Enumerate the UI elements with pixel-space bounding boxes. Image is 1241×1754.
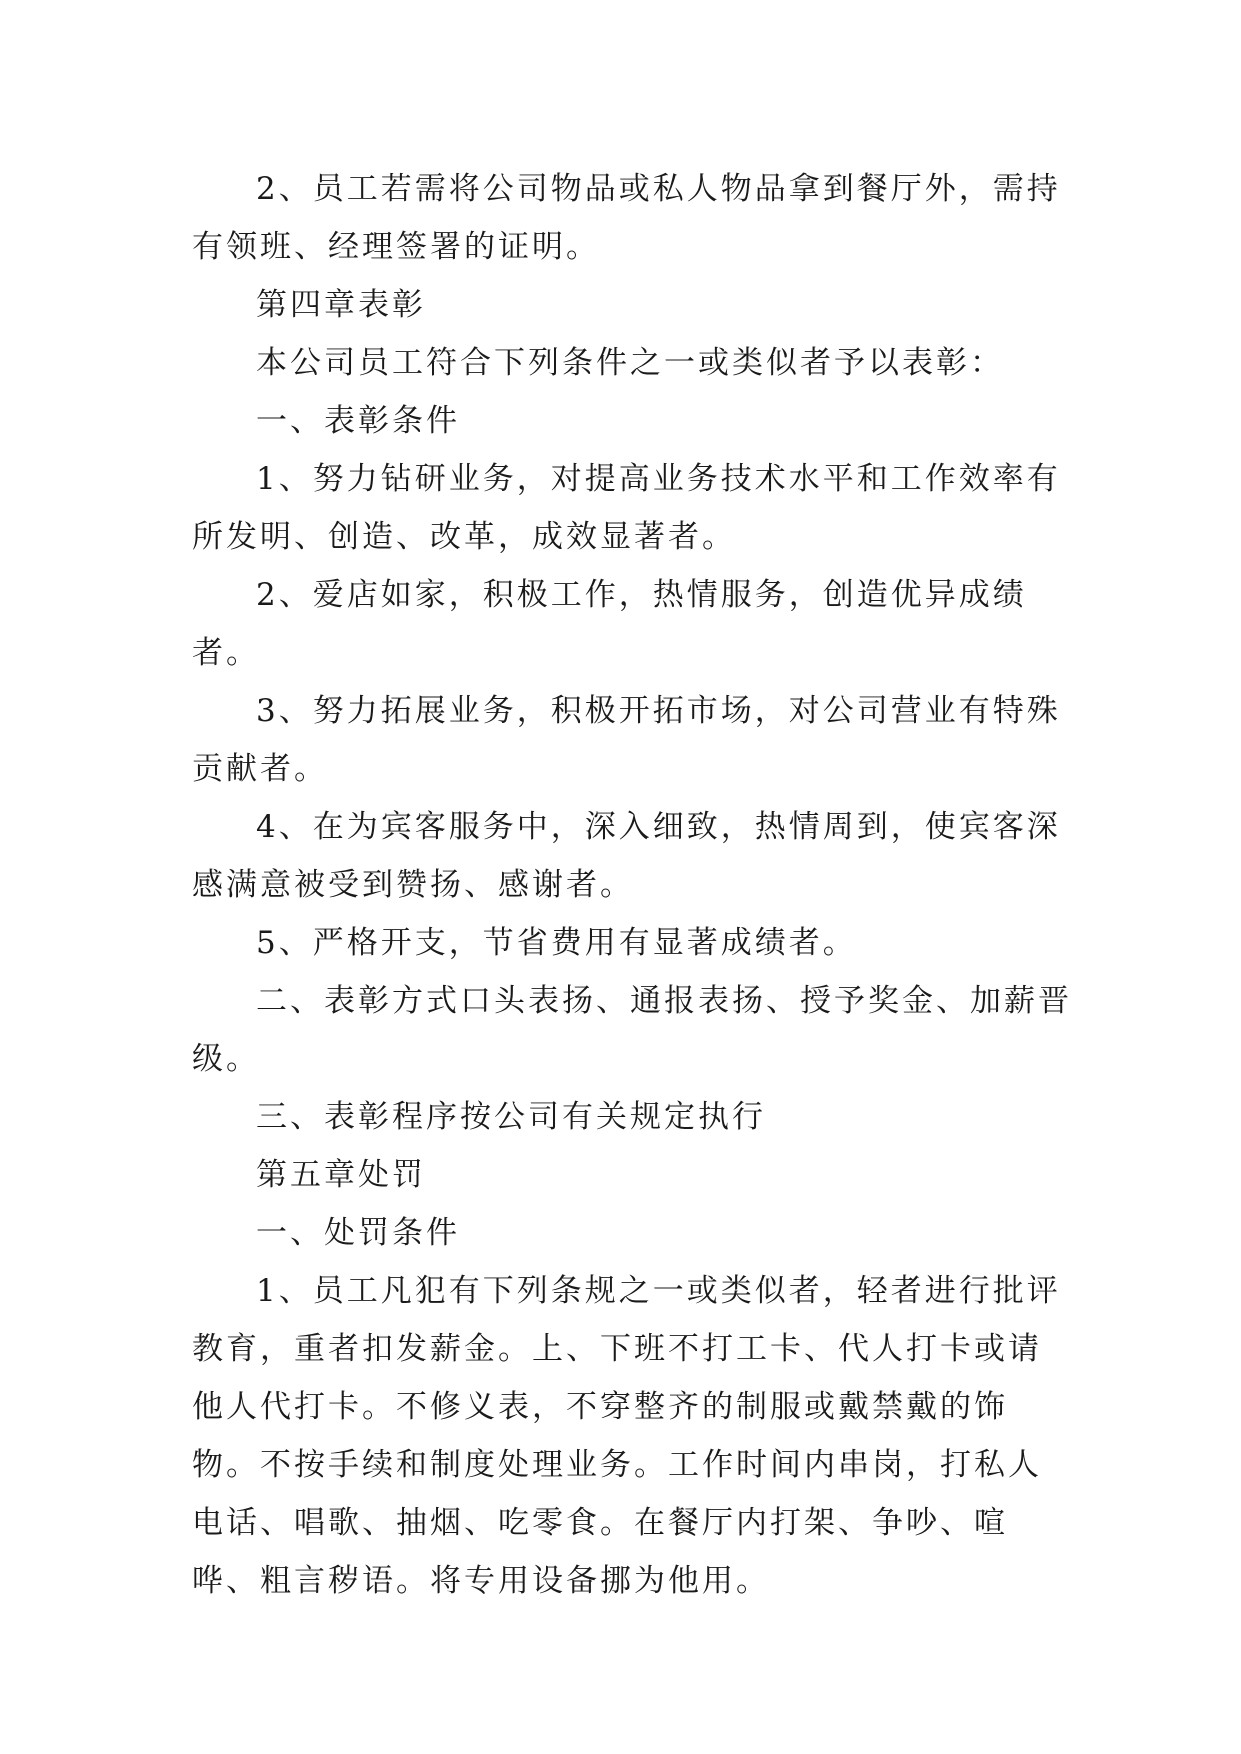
section-commendation-conditions: 一、表彰条件 <box>256 403 460 439</box>
paragraph-item-removal: 2、员工若需将公司物品或私人物品拿到餐厅外，需持有领班、经理签署的证明。 <box>192 171 1061 265</box>
document-page <box>192 160 1072 1610</box>
condition-5: 5、严格开支，节省费用有显著成绩者。 <box>256 925 857 961</box>
commendation-intro: 本公司员工符合下列条件之一或类似者予以表彰： <box>256 345 1004 381</box>
chapter-4-heading: 第四章表彰 <box>256 287 426 323</box>
condition-3: 3、努力拓展业务，积极开拓市场，对公司营业有特殊贡献者。 <box>192 693 1061 787</box>
condition-1: 1、努力钻研业务，对提高业务技术水平和工作效率有所发明、创造、改革，成效显著者。 <box>192 461 1061 555</box>
penalty-1: 1、员工凡犯有下列条规之一或类似者，轻者进行批评教育，重者扣发薪金。上、下班不打工卡、代人打卡或请他人代打卡。不修义表，不穿整齐的制服或戴禁戴的饰物。不按手续和制度处理业务。工作时间内串岗，打私人电话、唱歌、抽烟、吃零食。在餐厅内打架、争吵、喧哗、粗言秽语。将专用设备挪为他用。 <box>192 1273 1061 1599</box>
chapter-5-heading: 第五章处罚 <box>256 1157 426 1193</box>
condition-2: 2、爱店如家，积极工作，热情服务，创造优异成绩者。 <box>192 577 1027 671</box>
section-commendation-methods: 二、表彰方式口头表扬、通报表扬、授予奖金、加薪晋级。 <box>192 983 1072 1077</box>
section-commendation-procedure: 三、表彰程序按公司有关规定执行 <box>256 1099 766 1135</box>
section-penalty-conditions: 一、处罚条件 <box>256 1215 460 1251</box>
condition-4: 4、在为宾客服务中，深入细致，热情周到，使宾客深感满意被受到赞扬、感谢者。 <box>192 809 1061 903</box>
